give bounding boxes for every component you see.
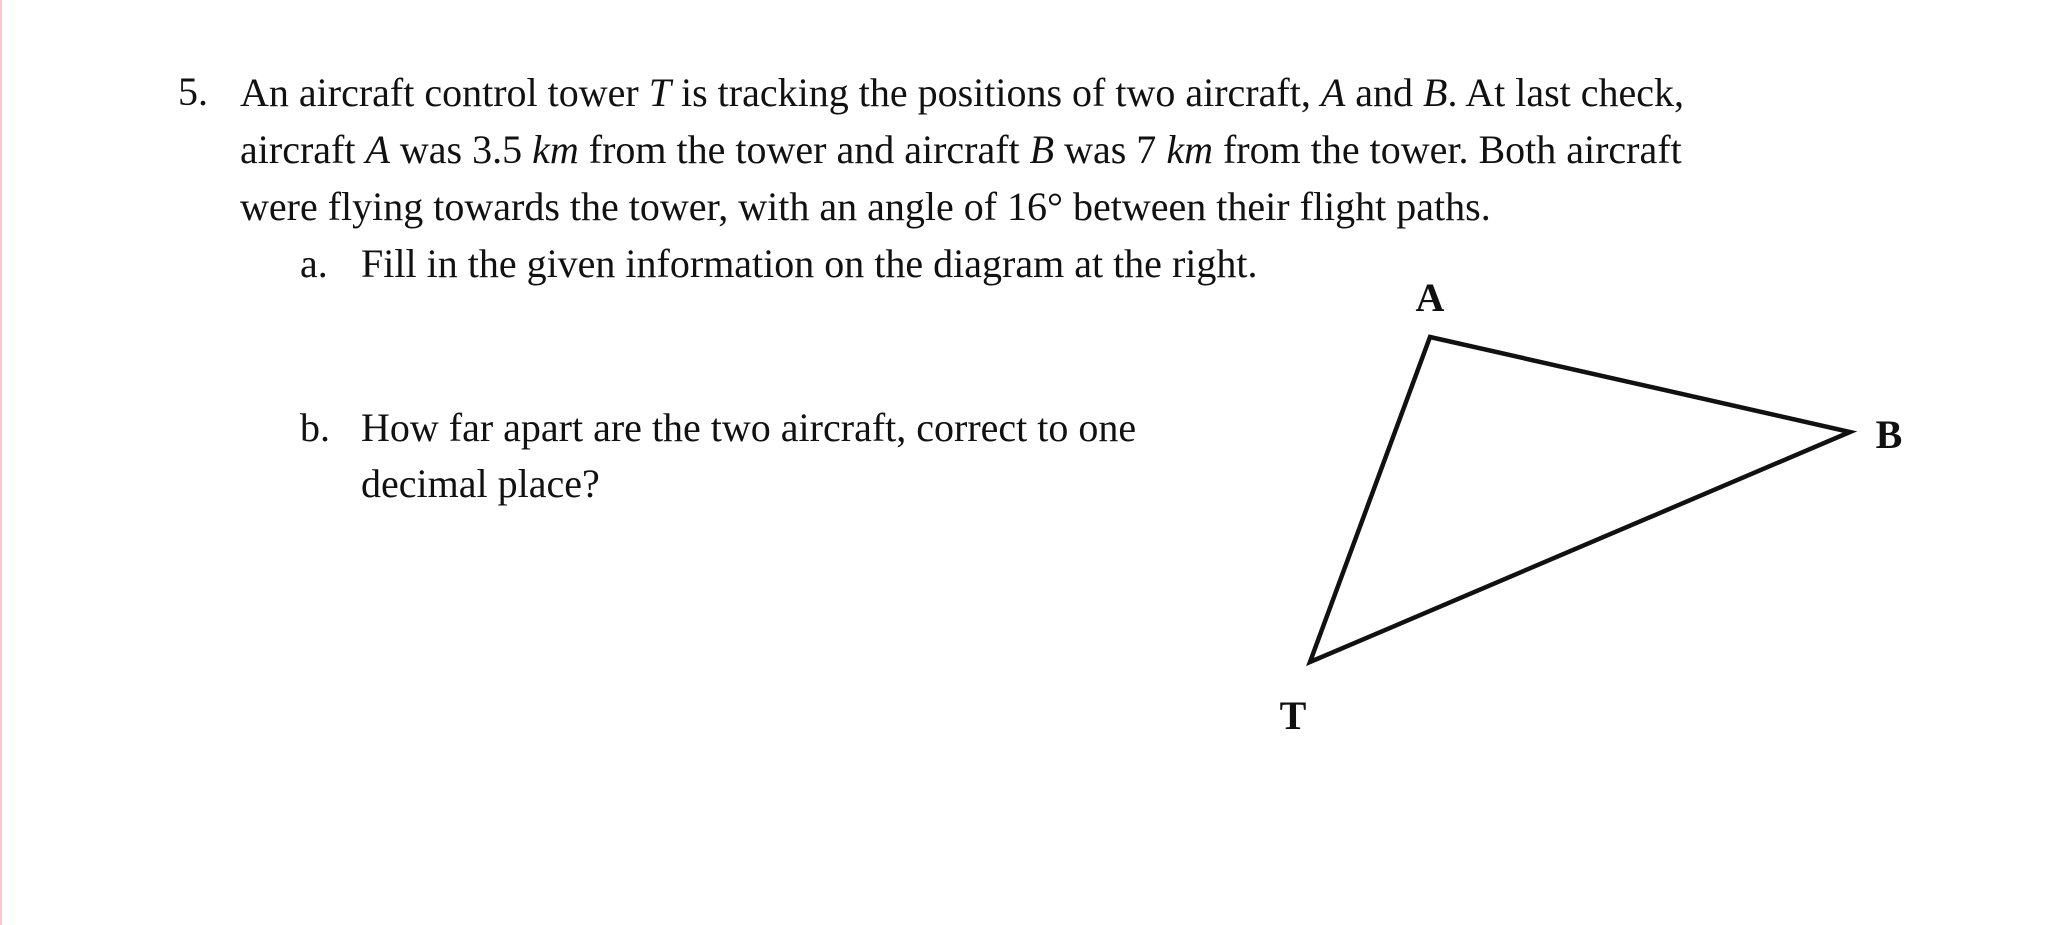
variable-a: A xyxy=(365,127,390,172)
text-span: An aircraft control tower xyxy=(240,70,649,115)
unit-km: km xyxy=(532,127,579,172)
part-b-letter: b. xyxy=(300,405,330,450)
text-span: was 3.5 xyxy=(389,127,533,172)
part-a-text: Fill in the given information on the diagram at the right. xyxy=(361,241,1258,286)
question-number: 5. xyxy=(178,69,208,114)
text-span: were flying towards the tower, with an angle of 16° between their flight paths. xyxy=(240,184,1491,229)
text-span: and xyxy=(1345,70,1424,115)
part-a-letter: a. xyxy=(300,241,328,286)
text-span: from the tower. Both aircraft xyxy=(1212,127,1682,172)
text-span: from the tower and aircraft xyxy=(578,127,1030,172)
variable-b: B xyxy=(1423,70,1448,115)
vertex-label-a: A xyxy=(1415,275,1445,320)
variable-a: A xyxy=(1320,70,1346,115)
text-span: aircraft xyxy=(240,127,366,172)
text-span: was 7 xyxy=(1054,127,1167,172)
part-b-text: How far apart are the two aircraft, correct to one decimal place? xyxy=(361,405,1137,506)
text-span: . At last check, xyxy=(1447,70,1685,115)
vertex-label-t: T xyxy=(1279,693,1307,738)
text-span: is tracking the positions of two aircraft, xyxy=(670,70,1321,115)
triangle-tab xyxy=(1310,337,1850,662)
unit-km: km xyxy=(1166,127,1213,172)
vertex-label-b: B xyxy=(1875,412,1903,457)
variable-b: B xyxy=(1029,127,1055,172)
variable-t: T xyxy=(648,70,671,115)
